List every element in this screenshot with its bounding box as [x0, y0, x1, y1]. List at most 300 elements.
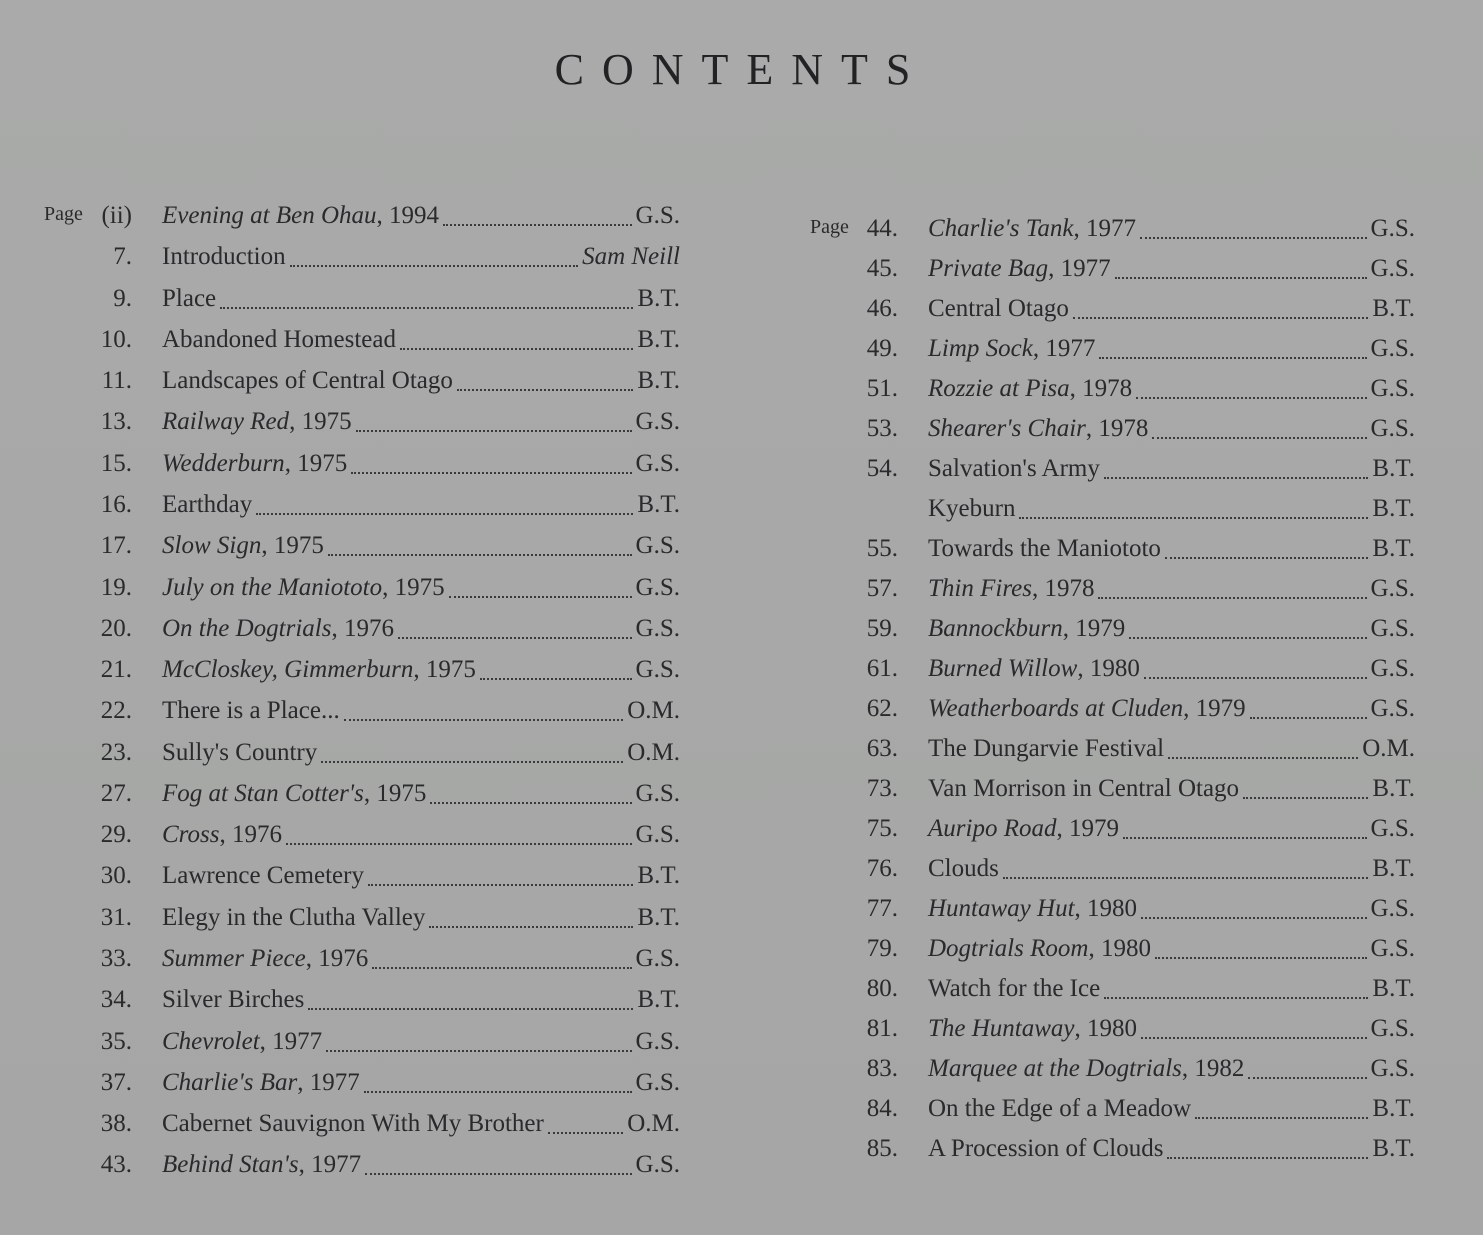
toc-entry [60, 1025, 680, 1059]
entry-page-number: 22. [100, 697, 132, 725]
toc-entry [60, 571, 680, 605]
entry-title-text: Summer Piece [162, 945, 306, 973]
entry-page-number: 20. [100, 614, 132, 642]
dot-leader [356, 430, 632, 432]
entry-title [132, 1066, 360, 1100]
entry-title-text: Marquee at the Dogtrials [928, 1055, 1182, 1082]
entry-page-number: 57. [866, 575, 898, 602]
entry-title-text: Railway Red [162, 408, 290, 436]
entry-title-text: Thin Fires [928, 575, 1032, 602]
entry-author: B.T. [637, 490, 680, 518]
dot-leader [344, 719, 624, 721]
entry-title [898, 252, 1111, 286]
entry-title [898, 412, 1148, 446]
dot-leader [286, 843, 632, 845]
dot-leader [443, 224, 632, 226]
toc-entry [60, 1148, 680, 1182]
entry-author: Sam Neill [582, 243, 680, 271]
entry-author: G.S. [1370, 415, 1415, 442]
dot-leader [429, 926, 633, 928]
entry-title-text: Abandoned Homestead [162, 325, 396, 353]
toc-entry [825, 372, 1415, 406]
toc-entry [60, 983, 680, 1017]
entry-year: , 1980 [1088, 935, 1151, 962]
entry-title [132, 282, 216, 316]
entry-title [132, 1107, 544, 1141]
entry-page-number: 13. [100, 408, 132, 436]
dot-leader [308, 1008, 633, 1010]
toc-entry [825, 852, 1415, 886]
entry-title [132, 983, 304, 1017]
dot-leader [220, 307, 633, 309]
entry-author: G.S. [1370, 935, 1415, 962]
entry-title [898, 732, 1164, 766]
toc-entry [60, 1107, 680, 1141]
entry-title-text: Private Bag [928, 255, 1049, 282]
entry-author: B.T. [637, 325, 680, 353]
entry-year: , 1975 [261, 532, 324, 560]
entry-author: B.T. [1372, 775, 1415, 802]
entry-title-text: Rozzie at Pisa [928, 375, 1070, 402]
entry-title [132, 612, 394, 646]
dot-leader [430, 802, 631, 804]
toc-entry [60, 405, 680, 439]
entry-author: B.T. [637, 903, 680, 931]
toc-entry [825, 892, 1415, 926]
entry-author: B.T. [1372, 455, 1415, 482]
toc-entry [825, 1052, 1415, 1086]
entry-author: O.M. [627, 697, 680, 725]
entry-title [898, 652, 1140, 686]
entry-author: G.S. [1370, 815, 1415, 842]
entry-page-number: 51. [866, 375, 898, 402]
entry-author: G.S. [635, 945, 680, 973]
entry-author: G.S. [635, 202, 680, 229]
entry-author: G.S. [1370, 255, 1415, 282]
toc-entry [60, 818, 680, 852]
toc-entry [60, 529, 680, 563]
dot-leader [326, 1050, 631, 1052]
entry-year: , 1977 [259, 1027, 323, 1055]
entry-year: , 1980 [1077, 655, 1140, 682]
entry-title [132, 405, 352, 439]
entry-year: , 1978 [1085, 415, 1149, 442]
toc-entry [825, 772, 1415, 806]
entry-page-number: 81. [866, 1015, 898, 1042]
entry-year: , 1982 [1181, 1055, 1245, 1082]
entry-title [132, 447, 347, 481]
toc-entry [825, 612, 1415, 646]
entry-title [132, 736, 317, 770]
toc-entry [60, 488, 680, 522]
entry-page-number: 7. [113, 243, 132, 271]
entry-title-text: Towards the Maniototo [928, 535, 1161, 562]
dot-leader [1152, 437, 1366, 439]
entry-title-text: Central Otago [928, 295, 1069, 322]
entry-page-number: 17. [100, 532, 132, 560]
page-label-left: Page [44, 203, 83, 225]
dot-leader [1165, 557, 1368, 559]
entry-page-number: 80. [866, 975, 898, 1002]
entry-title [898, 572, 1094, 606]
entry-author: G.S. [1370, 895, 1415, 922]
entry-title [898, 612, 1125, 646]
entry-title-text: Salvation's Army [928, 455, 1100, 482]
entry-title [898, 1052, 1244, 1086]
entry-page-number: 19. [100, 573, 132, 601]
entry-title [132, 488, 252, 522]
entry-title-text: Landscapes of Central Otago [162, 367, 453, 395]
entry-author: G.S. [1370, 695, 1415, 722]
dot-leader [321, 761, 623, 763]
entry-author: G.S. [1370, 615, 1415, 642]
entry-author: B.T. [637, 986, 680, 1014]
entry-title-text: Evening at Ben Ohau [162, 202, 377, 229]
entry-year: , 1977 [1073, 215, 1136, 242]
dot-leader [548, 1132, 623, 1134]
dot-leader [1140, 237, 1367, 239]
entry-title-text: A Procession of Clouds [928, 1135, 1164, 1162]
entry-year: , 1976 [331, 614, 394, 642]
entry-title [898, 932, 1151, 966]
toc-entry [825, 1132, 1415, 1166]
entry-author: G.S. [1370, 375, 1415, 402]
dot-leader [256, 513, 633, 515]
entry-title [132, 694, 340, 728]
entry-title-text: Huntaway Hut [928, 895, 1075, 922]
dot-leader [365, 1173, 631, 1175]
entry-author: G.S. [1370, 215, 1415, 242]
entry-author: G.S. [635, 779, 680, 807]
entry-author: G.S. [1370, 655, 1415, 682]
dot-leader [1129, 637, 1366, 639]
entry-title-text: Chevrolet [162, 1027, 260, 1055]
entry-page-number: 55. [866, 535, 898, 562]
toc-entry [825, 652, 1415, 686]
entry-title-text: Behind Stan's [162, 1151, 299, 1179]
entry-year: , 1976 [305, 945, 369, 973]
entry-author: G.S. [635, 614, 680, 642]
entry-author: B.T. [637, 367, 680, 395]
entry-year: , 1977 [297, 1068, 360, 1096]
entry-year: , 1975 [289, 408, 352, 436]
entry-author: G.S. [635, 656, 680, 684]
entry-page-number: 85. [866, 1135, 898, 1162]
entry-year: , 1975 [363, 779, 427, 807]
entry-page-number: 11. [101, 367, 132, 395]
toc-entry [60, 364, 680, 398]
entry-author: G.S. [635, 573, 680, 601]
entry-title-text: Slow Sign [162, 532, 262, 560]
entry-title-text: Earthday [162, 490, 253, 518]
entry-title [132, 777, 426, 811]
dot-leader [1073, 317, 1368, 319]
entry-page-number: 49. [866, 335, 898, 362]
toc-entry [825, 292, 1415, 326]
entry-author: B.T. [1372, 1135, 1415, 1162]
dot-leader [1248, 1077, 1366, 1079]
toc-entry [60, 323, 680, 357]
entry-year: , 1977 [1048, 255, 1111, 282]
entry-title-text: Cabernet Sauvignon With My Brother [162, 1110, 544, 1138]
dot-leader [1141, 1037, 1367, 1039]
entry-title-text: The Huntaway [928, 1015, 1075, 1042]
entry-title-text: Wedderburn [162, 449, 285, 477]
toc-entry [825, 812, 1415, 846]
entry-title [898, 692, 1246, 726]
entry-title [898, 372, 1132, 406]
entry-page-number: 38. [100, 1110, 132, 1138]
toc-entry [825, 212, 1415, 246]
entry-title-text: Shearer's Chair [928, 415, 1086, 442]
entry-year: , 1980 [1074, 1015, 1138, 1042]
entry-year: , 1975 [413, 656, 476, 684]
dot-leader [1104, 477, 1369, 479]
page-label-right: Page [810, 216, 849, 238]
entry-page-number: 77. [866, 895, 898, 922]
entry-page-number: 73. [866, 775, 898, 802]
dot-leader [364, 1091, 632, 1093]
entry-page-number: 79. [866, 935, 898, 962]
entry-author: B.T. [1372, 535, 1415, 562]
toc-entry [60, 736, 680, 770]
dot-leader [1115, 277, 1367, 279]
entry-title [132, 323, 396, 357]
toc-entry [825, 732, 1415, 766]
toc-entry [825, 932, 1415, 966]
entry-year: , 1978 [1069, 375, 1133, 402]
entry-page-number: 30. [100, 862, 132, 890]
entry-title-text: Van Morrison in Central Otago [928, 775, 1240, 802]
entry-page-number: 9. [113, 284, 132, 312]
contents-heading: CONTENTS [554, 45, 929, 94]
toc-entry [825, 532, 1415, 566]
toc-entry [60, 694, 680, 728]
entry-title-text: Clouds [928, 855, 999, 882]
dot-leader [1136, 397, 1366, 399]
dot-leader [290, 265, 578, 267]
toc-entry [825, 572, 1415, 606]
dot-leader [1098, 597, 1366, 599]
entry-title [898, 892, 1137, 926]
dot-leader [449, 596, 632, 598]
entry-title [132, 364, 453, 398]
dot-leader [1019, 517, 1368, 519]
toc-entry [60, 942, 680, 976]
entry-page-number: 83. [866, 1055, 898, 1082]
dot-leader [1141, 917, 1367, 919]
entry-page-number: 43. [100, 1151, 132, 1179]
entry-title [898, 772, 1239, 806]
entry-title-text: On the Edge of a Meadow [928, 1095, 1192, 1122]
entry-title-text: Bannockburn [928, 615, 1063, 642]
dot-leader [372, 967, 631, 969]
toc-entry [825, 492, 1415, 526]
entry-title-text: Charlie's Bar [162, 1068, 298, 1096]
dot-leader [1167, 1157, 1368, 1159]
entry-author: G.S. [1370, 575, 1415, 602]
entry-year: , 1979 [1056, 815, 1119, 842]
dot-leader [1250, 717, 1367, 719]
entry-title [898, 1092, 1191, 1126]
entry-page-number: 23. [100, 738, 132, 766]
entry-title-text: Kyeburn [928, 495, 1016, 522]
entry-page-number: 33. [100, 945, 132, 973]
entry-title-text: Charlie's Tank [928, 215, 1074, 242]
entry-page-number: 37. [100, 1068, 132, 1096]
entry-title [132, 199, 439, 233]
entry-title-text: Sully's Country [162, 738, 318, 766]
entry-title [132, 818, 282, 852]
entry-page-number: 61. [866, 655, 898, 682]
dot-leader [480, 678, 632, 680]
toc-entry [60, 1066, 680, 1100]
entry-author: B.T. [1372, 495, 1415, 522]
dot-leader [1168, 757, 1358, 759]
entry-author: G.S. [635, 532, 680, 560]
entry-author: B.T. [637, 862, 680, 890]
entry-title-text: Limp Sock [928, 335, 1033, 362]
entry-page-number: 44. [866, 215, 898, 242]
entry-author: B.T. [1372, 295, 1415, 322]
entry-title [898, 492, 1015, 526]
entry-author: G.S. [635, 408, 680, 436]
entry-title-text: Watch for the Ice [928, 975, 1101, 1002]
entry-year: , 1980 [1074, 895, 1138, 922]
entry-title-text: McCloskey, Gimmerburn [162, 656, 414, 684]
entry-title-text: Dogtrials Room [928, 935, 1089, 962]
entry-title [132, 653, 476, 687]
dot-leader [328, 554, 632, 556]
dot-leader [1243, 797, 1368, 799]
toc-entry [825, 692, 1415, 726]
entry-title-text: July on the Maniototo [162, 573, 383, 601]
entry-author: B.T. [1372, 855, 1415, 882]
entry-page-number: 46. [866, 295, 898, 322]
entry-author: G.S. [635, 1151, 680, 1179]
entry-title [132, 1148, 361, 1182]
entry-title [132, 942, 368, 976]
entry-author: G.S. [1370, 1015, 1415, 1042]
toc-entry [60, 653, 680, 687]
entry-page-number: 27. [100, 779, 132, 807]
entry-year: , 1979 [1062, 615, 1126, 642]
entry-page-number: 84. [866, 1095, 898, 1122]
toc-entry [825, 412, 1415, 446]
entry-page-number: 75. [866, 815, 898, 842]
entry-author: B.T. [1372, 975, 1415, 1002]
entry-page-number: 59. [866, 615, 898, 642]
dot-leader [400, 348, 633, 350]
entry-author: G.S. [635, 449, 680, 477]
toc-entry [60, 447, 680, 481]
entry-title [898, 1012, 1137, 1046]
entry-page-number: 76. [866, 855, 898, 882]
entry-title-text: Elegy in the Clutha Valley [162, 903, 426, 931]
entry-page-number: 16. [100, 490, 132, 518]
entry-title [898, 292, 1069, 326]
entry-author: G.S. [1370, 335, 1415, 362]
entry-author: G.S. [1370, 1055, 1415, 1082]
entry-title [898, 1132, 1163, 1166]
toc-entry [60, 612, 680, 646]
toc-entry [825, 1012, 1415, 1046]
entry-page-number: 45. [866, 255, 898, 282]
entry-year: , 1979 [1183, 695, 1246, 722]
entry-year: , 1975 [284, 449, 348, 477]
entry-year: , 1975 [382, 573, 445, 601]
entry-title-text: Place [162, 284, 217, 312]
entry-year: , 1977 [1032, 335, 1096, 362]
entry-title [898, 452, 1100, 486]
toc-entry [825, 452, 1415, 486]
entry-title-text: There is a Place... [162, 697, 340, 725]
entry-page-number: 29. [100, 821, 132, 849]
toc-entry [60, 240, 680, 274]
dot-leader [1144, 677, 1367, 679]
dot-leader [351, 472, 631, 474]
entry-page-number: 21. [100, 656, 132, 684]
entry-page-number: 35. [100, 1027, 132, 1055]
toc-entry [60, 859, 680, 893]
entry-title-text: Auripo Road [928, 815, 1057, 842]
dot-leader [1099, 357, 1366, 359]
entry-title [132, 1025, 322, 1059]
entry-title [898, 332, 1095, 366]
entry-year: , 1978 [1031, 575, 1095, 602]
entry-title-text: Weatherboards at Cluden [928, 695, 1184, 722]
entry-title-text: Lawrence Cemetery [162, 862, 364, 890]
toc-entry [60, 777, 680, 811]
entry-title [132, 240, 286, 274]
entry-title [898, 812, 1119, 846]
entry-title [132, 529, 324, 563]
entry-title [898, 532, 1161, 566]
toc-entry [825, 332, 1415, 366]
entry-title [898, 212, 1136, 246]
toc-entry [825, 972, 1415, 1006]
entry-title [132, 901, 425, 935]
entry-author: G.S. [635, 1027, 680, 1055]
entry-page-number: 15. [100, 449, 132, 477]
toc-entry [60, 199, 680, 233]
entry-title-text: The Dungarvie Festival [928, 735, 1165, 762]
entry-page-number: 63. [866, 735, 898, 762]
dot-leader [1195, 1117, 1368, 1119]
entry-author: O.M. [627, 1110, 680, 1138]
dot-leader [1003, 877, 1369, 879]
dot-leader [398, 637, 632, 639]
entry-page-number: 54. [866, 455, 898, 482]
toc-entry [60, 901, 680, 935]
entry-year: , 1994 [376, 202, 440, 229]
entry-author: B.T. [637, 284, 680, 312]
dot-leader [1155, 957, 1367, 959]
entry-page-number: 10. [100, 325, 132, 353]
entry-title-text: Silver Birches [162, 986, 305, 1014]
entry-page-number: 31. [100, 903, 132, 931]
entry-author: O.M. [627, 738, 680, 766]
toc-entry [825, 252, 1415, 286]
entry-year: , 1977 [298, 1151, 362, 1179]
dot-leader [1104, 997, 1368, 999]
entry-title-text: Cross [162, 821, 220, 849]
entry-year: , 1976 [219, 821, 282, 849]
entry-page-number: 34. [100, 986, 132, 1014]
entry-page-number: 62. [866, 695, 898, 722]
entry-title-text: Introduction [162, 243, 286, 271]
entry-title [132, 571, 445, 605]
